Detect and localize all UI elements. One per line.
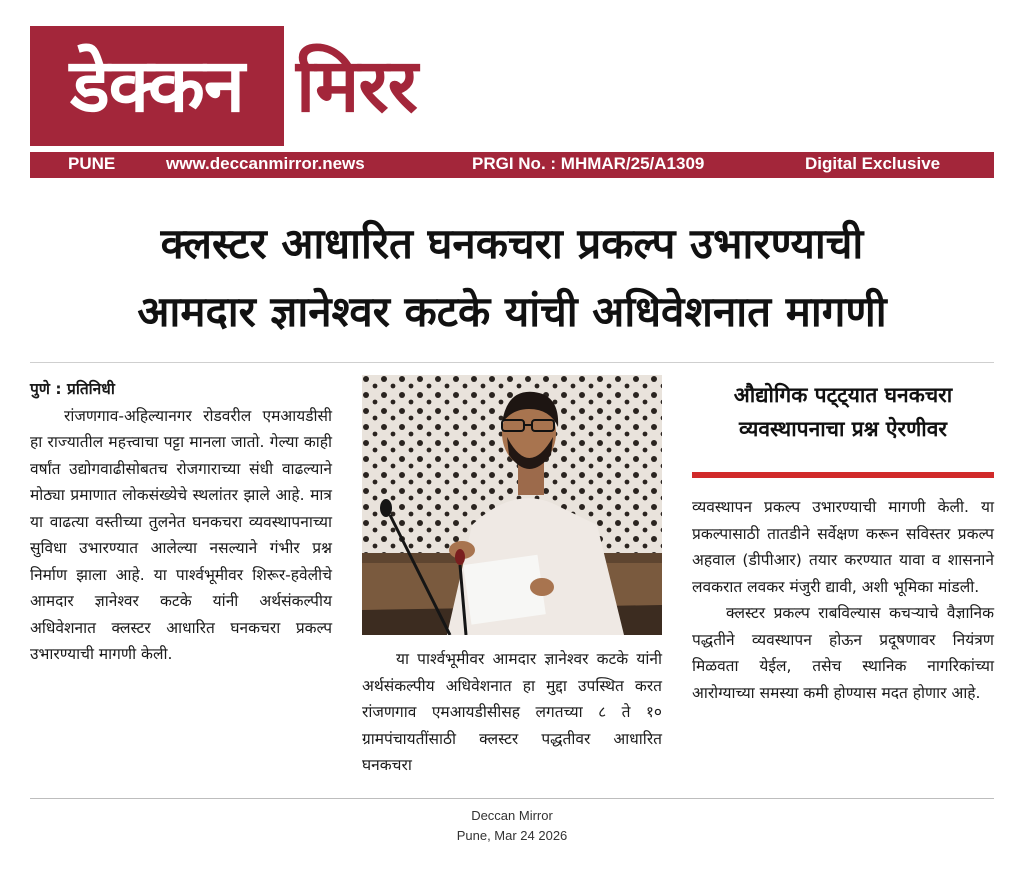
article-column-1: [30, 376, 332, 668]
subheading-line-1: औद्योगिक पट्ट्यात घनकचरा: [733, 383, 953, 407]
strip-prgi: PRGI No. : MHMAR/25/A1309: [472, 154, 705, 173]
headline-line-2: आमदार ज्ञानेश्वर कटके यांची अधिवेशनात मागणी: [137, 287, 887, 336]
article-text-col3-p1: व्यवस्थापन प्रकल्प उभारण्याची मागणी केली. या प्रकल्पासाठी तातडीने सर्वेक्षण करून सविस्तर प्रकल्प अहवाल (डीपीआर) तयार करण्यात यावा व शासनाने लवकरात लवकर मंजुरी द्यावी, अशी भूमिका मांडली.: [692, 498, 994, 596]
subheading-line-2: व्यवस्थापनाचा प्रश्न ऐरणीवर: [739, 417, 947, 441]
info-strip: [30, 152, 994, 178]
strip-website: www.deccanmirror.news: [166, 154, 365, 173]
dateline: पुणे : प्रतिनिधी: [30, 380, 115, 398]
strip-tag: Digital Exclusive: [805, 154, 941, 173]
divider-bottom: [30, 798, 994, 799]
masthead-title-right: मिरर: [296, 43, 417, 129]
subheading: [692, 378, 994, 446]
article-text-col2: या पार्श्वभूमीवर आमदार ज्ञानेश्वर कटके यांनी अर्थसंकल्पीय अधिवेशनात हा मुद्दा उपस्थित करत रांजणगाव एमआयडीसीसह लगतच्या ८ ते १० ग्रामपंचायतींसाठी क्लस्टर पद्धतीवर आधारित घनकचरा: [362, 650, 662, 774]
article-column-3: [692, 494, 994, 706]
subheading-underline: [692, 472, 994, 478]
article-text-col1: रांजणगाव-अहिल्यानगर रोडवरील एमआयडीसी हा राज्यातील महत्त्वाचा पट्टा मानला जातो. गेल्या काही वर्षांत उद्योगवाढीसोबतच रोजगाराच्या संधी वाढल्याने मोठ्या प्रमाणात लोकसंख्येचे स्थलांतर झाले आहे. मात्र या वाढत्या वस्तीच्या तुलनेत घनकचरा व्यवस्थापनाच्या सुविधा उभारण्यात आलेल्या नसल्याने गंभीर प्रश्न निर्माण झाला आहे. या पार्श्वभूमीवर शिरूर-हवेलीचे आमदार ज्ञानेश्वर कटके यांनी अर्थसंकल्पीय अधिवेशनात क्लस्टर आधारित घनकचरा प्रकल्प उभारण्याची मागणी केली.: [30, 406, 332, 663]
footer-dateline: Pune, Mar 24 2026: [456, 828, 568, 843]
article-text-col3-p2: क्लस्टर प्रकल्प राबविल्यास कचऱ्याचे वैज्ञानिक पद्धतीने व्यवस्थापन होऊन प्रदूषणावर नियंत्रण मिळवता येईल, तसेच स्थानिक नागरिकांच्या आरोग्याच्या समस्या कमी होण्यास मदत होणार आहे.: [692, 604, 994, 702]
article-column-2: [362, 646, 662, 779]
strip-city: PUNE: [68, 154, 116, 173]
divider-top: [30, 362, 994, 363]
masthead-logo-block: [30, 26, 284, 146]
masthead-title-left: डेक्कन: [70, 43, 244, 129]
footer-publication: Deccan Mirror: [471, 808, 553, 823]
news-photo: [362, 375, 662, 635]
headline-line-1: क्लस्टर आधारित घनकचरा प्रकल्प उभारण्याची: [160, 219, 864, 268]
speaker-photo-illustration: [362, 375, 662, 635]
